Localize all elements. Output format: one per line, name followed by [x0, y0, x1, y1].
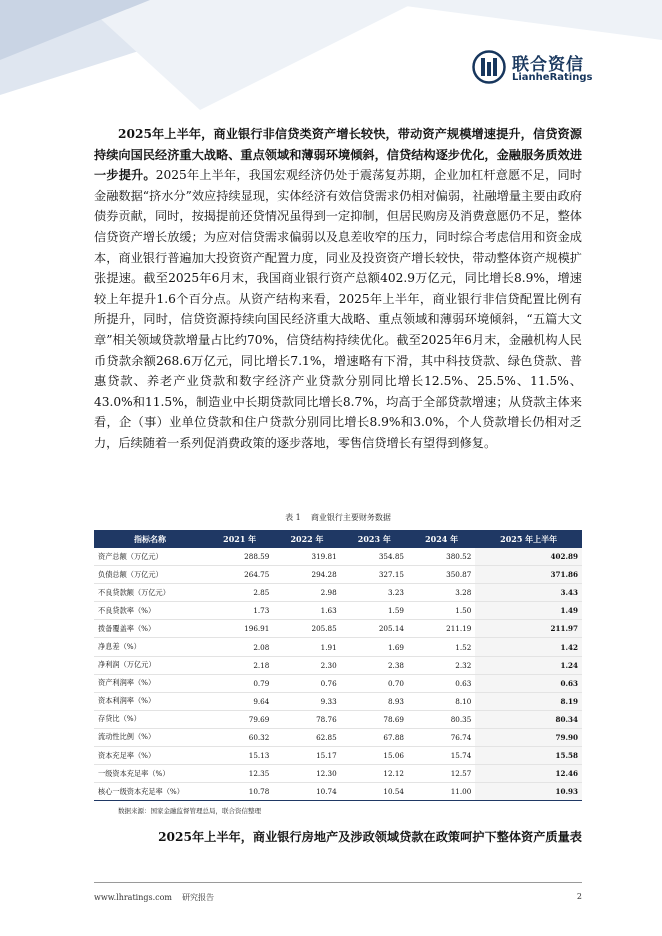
footer-info	[94, 892, 214, 903]
table-cell: 1.69	[341, 638, 408, 656]
logo-chinese-name: 联合资信	[512, 55, 584, 75]
table-cell: 15.74	[408, 747, 475, 765]
table-cell: 0.76	[273, 674, 340, 692]
table-cell: 1.49	[475, 602, 582, 620]
column-header: 2024 年	[408, 530, 475, 548]
table-cell: 76.74	[408, 728, 475, 746]
row-label: 一级资本充足率（%）	[94, 765, 206, 783]
table-cell: 2.32	[408, 656, 475, 674]
table-cell: 3.28	[408, 584, 475, 602]
table-row	[94, 674, 582, 692]
table-cell: 9.33	[273, 692, 340, 710]
table-cell: 78.76	[273, 710, 340, 728]
table-row	[94, 602, 582, 620]
table-row	[94, 584, 582, 602]
table-cell: 354.85	[341, 548, 408, 566]
table-cell: 327.15	[341, 566, 408, 584]
footer-website-link[interactable]: www.lhratings.com	[94, 893, 173, 902]
table-cell: 60.32	[206, 728, 273, 746]
next-paragraph-start: 2025年上半年，商业银行房地产及涉政领域贷款在政策呵护下整体资产质量表	[158, 830, 582, 844]
table-cell: 79.90	[475, 728, 582, 746]
table-cell: 288.59	[206, 548, 273, 566]
row-label: 资产总额（万亿元）	[94, 548, 206, 566]
table-cell: 12.57	[408, 765, 475, 783]
table-source-note: 数据来源：国家金融监督管理总局，联合资信整理	[118, 807, 261, 815]
table-cell: 10.74	[273, 783, 340, 801]
table-cell: 15.17	[273, 747, 340, 765]
page-number: 2	[576, 892, 582, 901]
row-label: 不良贷款率（%）	[94, 602, 206, 620]
table-cell: 196.91	[206, 620, 273, 638]
table-cell: 15.13	[206, 747, 273, 765]
table-row	[94, 728, 582, 746]
table-row	[94, 656, 582, 674]
table-cell: 3.43	[475, 584, 582, 602]
table-row	[94, 548, 582, 566]
table-cell: 0.63	[408, 674, 475, 692]
table-cell: 371.86	[475, 566, 582, 584]
table-cell: 80.34	[475, 710, 582, 728]
table-row	[94, 765, 582, 783]
paragraph-text: 2025年上半年，我国宏观经济仍处于震荡复苏期，企业加杠杆意愿不足，同时金融数据“挤水分”效应持续显现，实体经济有效信贷需求仍相对偏弱，社融增量主要由政府债券贡献，同时，按揭提前还贷情况虽得到一定抑制，但居民购房及消费意愿仍不足，整体信贷资产增长放缓；为应对信贷需求偏弱以及息差收窄的压力，同时综合考虑信用和资金成本，商业银行普遍加大投资资产配置力度，同业及投资资产增长较快，带动整体资产规模扩张提速。截至2025年6月末，我国商业银行资产总额402.9万亿元，同比增长8.9%，增速较上年提升1.6个百分点。从资产结构来看，2025年上半年，商业银行非信贷配置比例有所提升，同时，信贷资源持续向国民经济重大战略、重点领域和薄弱环境倾斜，“五篇大文章”相关领域贷款增量占比约70%，信贷结构持续优化。截至2025年6月末，金融机构人民币贷款余额268.6万亿元，同比增长7.1%，增速略有下滑，其中科技贷款、绿色贷款、普惠贷款、养老产业贷款和数字经济产业贷款分别同比增长12.5%、25.5%、11.5%、43.0%和11.5%，制造业中长期贷款同比增长8.7%，均高于全部贷款增速；从贷款主体来看，企（事）业单位贷款和住户贷款分别同比增长8.9%和3.0%，个人贷款增长仍相对乏力，后续随着一系列促消费政策的逐步落地，零售信贷增长有望得到修复。	[94, 168, 582, 450]
table-cell: 350.87	[408, 566, 475, 584]
table-cell: 2.08	[206, 638, 273, 656]
table-cell: 12.35	[206, 765, 273, 783]
table-caption: 表 1 商业银行主要财务数据	[285, 513, 391, 522]
table-row	[94, 783, 582, 801]
table-header-row	[94, 530, 582, 548]
table-cell: 15.06	[341, 747, 408, 765]
table-cell: 0.79	[206, 674, 273, 692]
row-label: 拨备覆盖率（%）	[94, 620, 206, 638]
table-cell: 211.19	[408, 620, 475, 638]
table-cell: 1.59	[341, 602, 408, 620]
table-row	[94, 620, 582, 638]
table-cell: 211.97	[475, 620, 582, 638]
table-cell: 402.89	[475, 548, 582, 566]
row-label: 存贷比（%）	[94, 710, 206, 728]
table-cell: 10.93	[475, 783, 582, 801]
logo-english-name: LianheRatings	[512, 72, 593, 83]
table-cell: 1.42	[475, 638, 582, 656]
table-cell: 1.24	[475, 656, 582, 674]
row-label: 净息差（%）	[94, 638, 206, 656]
row-label: 负债总额（万亿元）	[94, 566, 206, 584]
footer-divider	[94, 882, 582, 883]
table-row	[94, 638, 582, 656]
table-cell: 294.28	[273, 566, 340, 584]
company-logo	[472, 50, 622, 90]
table-cell: 205.85	[273, 620, 340, 638]
row-label: 资产利润率（%）	[94, 674, 206, 692]
row-label: 核心一级资本充足率（%）	[94, 783, 206, 801]
table-cell: 80.35	[408, 710, 475, 728]
row-label: 流动性比例（%）	[94, 728, 206, 746]
table-row	[94, 566, 582, 584]
table-cell: 1.73	[206, 602, 273, 620]
table-cell: 10.54	[341, 783, 408, 801]
table-cell: 11.00	[408, 783, 475, 801]
table-cell: 3.23	[341, 584, 408, 602]
table-cell: 2.18	[206, 656, 273, 674]
table-cell: 8.19	[475, 692, 582, 710]
financial-data-table	[94, 530, 582, 801]
table-cell: 67.88	[341, 728, 408, 746]
column-header: 2021 年	[206, 530, 273, 548]
table-cell: 12.12	[341, 765, 408, 783]
table-cell: 1.63	[273, 602, 340, 620]
table-row	[94, 747, 582, 765]
column-header: 指标名称	[94, 530, 206, 548]
row-label: 净利润（万亿元）	[94, 656, 206, 674]
table-cell: 12.46	[475, 765, 582, 783]
column-header: 2025 年上半年	[475, 530, 582, 548]
table-cell: 62.85	[273, 728, 340, 746]
table-cell: 2.98	[273, 584, 340, 602]
table-cell: 10.78	[206, 783, 273, 801]
lianhe-logo-icon	[472, 50, 506, 84]
body-paragraph	[94, 124, 582, 454]
table-cell: 8.10	[408, 692, 475, 710]
table-cell: 319.81	[273, 548, 340, 566]
row-label: 资本充足率（%）	[94, 747, 206, 765]
table-cell: 2.30	[273, 656, 340, 674]
table-cell: 2.85	[206, 584, 273, 602]
row-label: 不良贷款额（万亿元）	[94, 584, 206, 602]
table-cell: 1.52	[408, 638, 475, 656]
column-header: 2023 年	[341, 530, 408, 548]
row-label: 资本利润率（%）	[94, 692, 206, 710]
table-cell: 12.30	[273, 765, 340, 783]
table-cell: 9.64	[206, 692, 273, 710]
table-cell: 79.69	[206, 710, 273, 728]
table-cell: 0.63	[475, 674, 582, 692]
table-row	[94, 692, 582, 710]
table-cell: 8.93	[341, 692, 408, 710]
table-cell: 205.14	[341, 620, 408, 638]
table-cell: 2.38	[341, 656, 408, 674]
table-cell: 78.69	[341, 710, 408, 728]
table-cell: 1.50	[408, 602, 475, 620]
table-cell: 15.58	[475, 747, 582, 765]
table-row	[94, 710, 582, 728]
table-cell: 1.91	[273, 638, 340, 656]
lead-bold-sentence: 2025年上半年，商业银行非信贷类资产增长较快，带动资产规模增速提升，信贷资源持续向国民经济重大战略、重点领域和薄弱环境倾斜，信贷结构逐步优化，金融服务质效进一步提升。	[94, 127, 582, 183]
column-header: 2022 年	[273, 530, 340, 548]
table-cell: 380.52	[408, 548, 475, 566]
table-cell: 264.75	[206, 566, 273, 584]
footer-doc-type: 研究报告	[182, 893, 215, 902]
table-cell: 0.70	[341, 674, 408, 692]
